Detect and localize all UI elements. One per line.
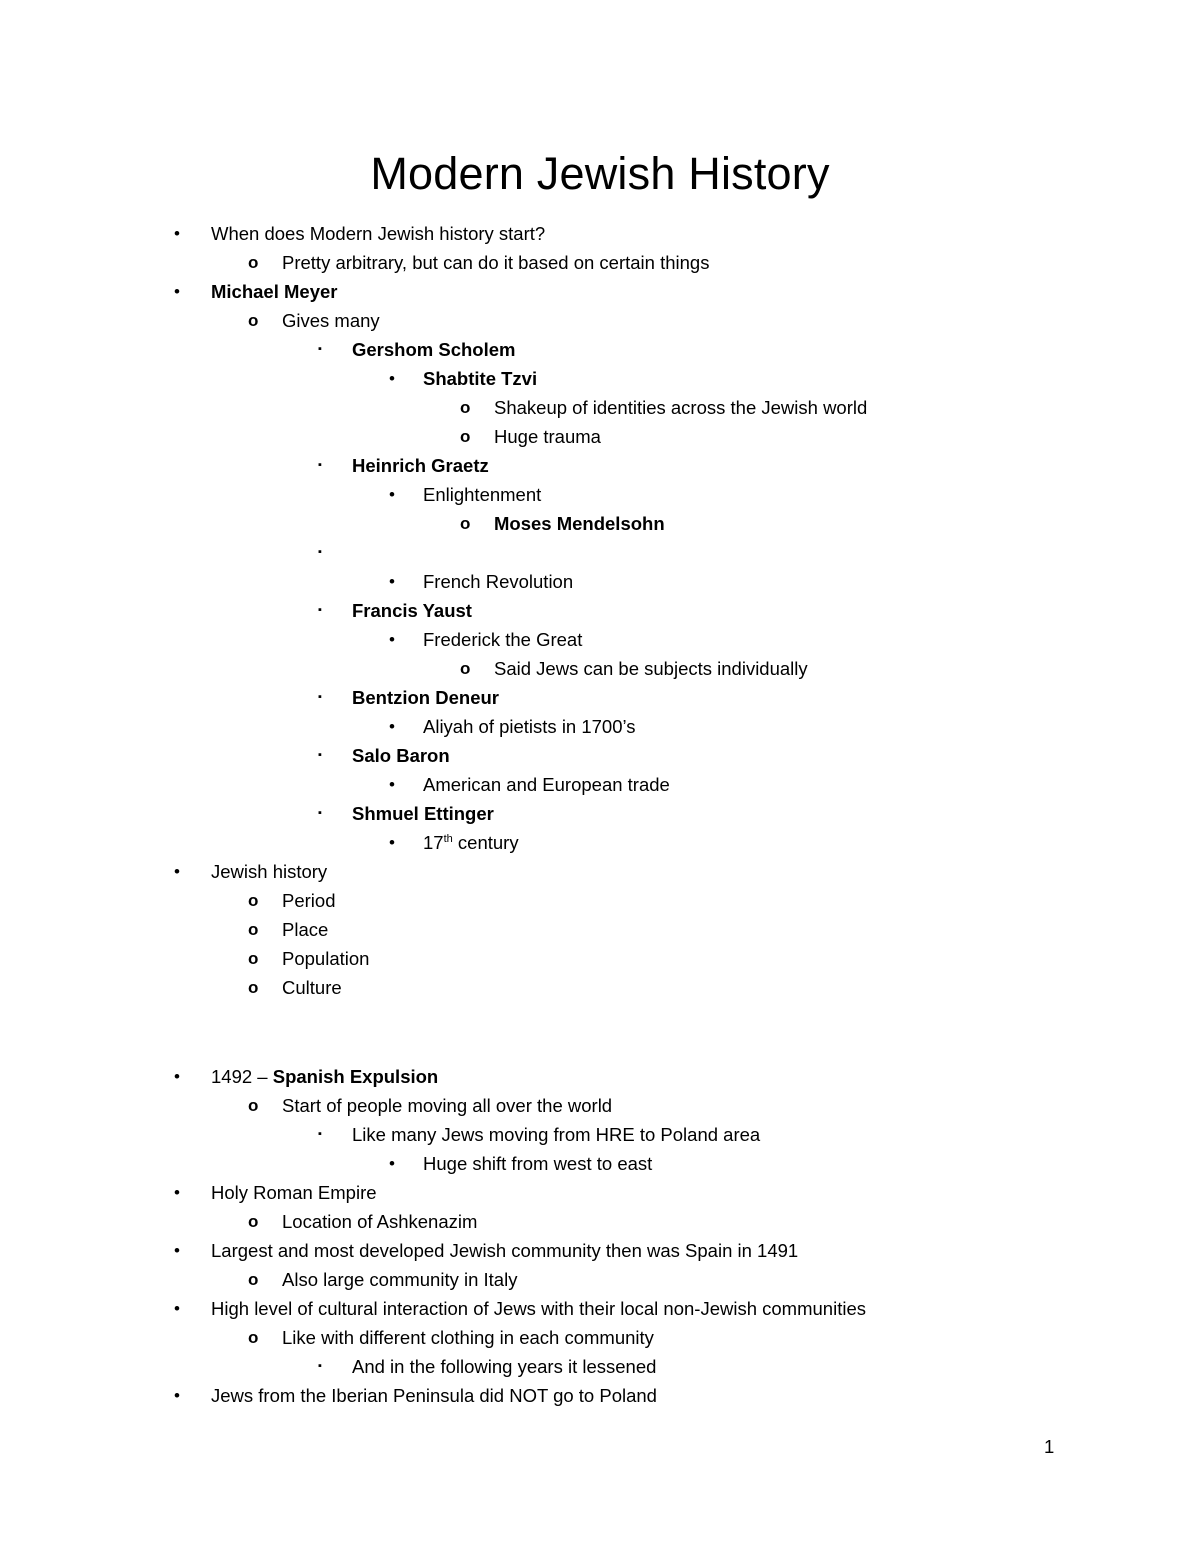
outline-item — [0, 915, 1200, 944]
outline-item-text — [423, 480, 541, 509]
outline-item — [0, 364, 1200, 393]
outline-item — [0, 770, 1200, 799]
outline-item-text — [282, 973, 342, 1002]
outline-item — [0, 277, 1200, 306]
disc-bullet-icon: • — [174, 862, 180, 881]
disc-bullet-icon: • — [389, 572, 395, 591]
outline-item — [0, 1236, 1200, 1265]
outline-item-text — [211, 1178, 377, 1207]
outline-item — [0, 596, 1200, 625]
circle-bullet-icon: o — [248, 949, 259, 968]
outline-item-label: When does Modern Jewish history start? — [211, 223, 546, 244]
outline-item-label: Holy Roman Empire — [211, 1182, 377, 1203]
outline-item-text — [423, 625, 582, 654]
outline-item — [0, 1294, 1200, 1323]
disc-bullet-icon: • — [174, 1299, 180, 1318]
circle-bullet-icon: o — [460, 427, 471, 446]
outline-item-text — [282, 306, 380, 335]
outline-item — [0, 219, 1200, 248]
ordinal-superscript: th — [443, 833, 453, 845]
outline-item-label: Enlightenment — [423, 484, 542, 505]
outline-item — [0, 1149, 1200, 1178]
disc-bullet-icon: • — [389, 775, 395, 794]
circle-bullet-icon: o — [248, 311, 259, 330]
outline-item — [0, 1207, 1200, 1236]
outline-item-label: French Revolution — [423, 571, 574, 592]
outline-item — [0, 1120, 1200, 1149]
disc-bullet-icon: • — [389, 630, 395, 649]
outline-item-label: Shmuel Ettinger — [352, 803, 494, 824]
outline-item-text — [282, 1323, 654, 1352]
disc-bullet-icon: • — [389, 485, 395, 504]
disc-bullet-icon: • — [174, 224, 180, 243]
square-bullet-icon: ▪ — [318, 749, 322, 761]
outline-item-text — [352, 799, 494, 828]
outline-item-label: Period — [282, 890, 336, 911]
disc-bullet-icon: • — [174, 1386, 180, 1405]
outline-item — [0, 625, 1200, 654]
outline-item-text — [352, 1352, 656, 1381]
outline-item — [0, 509, 1200, 538]
square-bullet-icon: ▪ — [318, 343, 322, 355]
circle-bullet-icon: o — [248, 891, 259, 910]
outline-item-label: Moses Mendelsohn — [494, 513, 665, 534]
outline-item-text — [282, 915, 328, 944]
outline-item-text — [211, 1236, 798, 1265]
disc-bullet-icon: • — [389, 369, 395, 388]
outline-item-text — [423, 770, 670, 799]
outline-item — [0, 393, 1200, 422]
circle-bullet-icon: o — [248, 920, 259, 939]
circle-bullet-icon: o — [248, 1270, 259, 1289]
outline-item — [0, 248, 1200, 277]
outline-item-text — [494, 509, 665, 538]
disc-bullet-icon: • — [389, 717, 395, 736]
outline-item-text — [211, 277, 337, 306]
outline-item — [0, 1381, 1200, 1410]
outline-item — [0, 683, 1200, 712]
outline-item-text — [211, 1062, 438, 1091]
outline-item-label: Jewish history — [211, 861, 328, 882]
outline-item — [0, 1265, 1200, 1294]
outline-item — [0, 567, 1200, 596]
circle-bullet-icon: o — [460, 659, 471, 678]
outline-item-text — [211, 1381, 657, 1410]
outline-item-text — [494, 422, 601, 451]
outline-item-text — [423, 712, 636, 741]
outline-item-label: Frederick the Great — [423, 629, 583, 650]
outline-item-text — [423, 1149, 652, 1178]
outline-item-text — [423, 828, 519, 857]
outline-item-text — [352, 683, 499, 712]
outline-item-label: Pretty arbitrary, but can do it based on certain things — [282, 252, 710, 273]
outline-item-label: Location of Ashkenazim — [282, 1211, 478, 1232]
outline-item-text — [282, 248, 709, 277]
outline-item-label: Salo Baron — [352, 745, 450, 766]
square-bullet-icon: ▪ — [318, 1360, 322, 1372]
circle-bullet-icon: o — [248, 1096, 259, 1115]
square-bullet-icon: ▪ — [318, 604, 322, 616]
square-bullet-icon: ▪ — [318, 546, 322, 558]
disc-bullet-icon: • — [174, 1183, 180, 1202]
outline-item-text — [282, 886, 335, 915]
outline-item-text — [211, 857, 327, 886]
square-bullet-icon: ▪ — [318, 1128, 322, 1140]
outline-item — [0, 1178, 1200, 1207]
outline-item-label: Huge shift from west to east — [423, 1153, 653, 1174]
outline-item-label: American and European trade — [423, 774, 670, 795]
outline-item-label: And in the following years it lessened — [352, 1356, 657, 1377]
outline-item-text — [282, 944, 369, 973]
circle-bullet-icon: o — [460, 398, 471, 417]
outline-item-text — [352, 335, 515, 364]
outline-item-label: Culture — [282, 977, 342, 998]
outline-item-label: Bentzion Deneur — [352, 687, 499, 708]
outline-item — [0, 944, 1200, 973]
circle-bullet-icon: o — [248, 253, 259, 272]
disc-bullet-icon: • — [389, 833, 395, 852]
outline-item-label: 17 — [423, 832, 444, 853]
outline-item-label: Population — [282, 948, 370, 969]
outline-item-label: Start of people moving all over the world — [282, 1095, 613, 1116]
disc-bullet-icon: • — [174, 1067, 180, 1086]
outline-item-label: Largest and most developed Jewish community then was Spain in 1491 — [211, 1240, 799, 1261]
outline-item-text — [352, 741, 450, 770]
outline-item-label: Like with different clothing in each community — [282, 1327, 654, 1348]
outline-item-text — [352, 596, 472, 625]
outline-item-text — [494, 393, 867, 422]
disc-bullet-icon: • — [389, 1154, 395, 1173]
square-bullet-icon: ▪ — [318, 691, 322, 703]
outline-item-label: Aliyah of pietists in 1700’s — [423, 716, 636, 737]
disc-bullet-icon: • — [174, 282, 180, 301]
outline-item-text — [211, 219, 545, 248]
outline-item-text — [282, 1091, 612, 1120]
outline-item-text — [352, 451, 489, 480]
outline-item-label: Place — [282, 919, 329, 940]
outline-item-label: Like many Jews moving from HRE to Poland area — [352, 1124, 761, 1145]
square-bullet-icon: ▪ — [318, 459, 322, 471]
outline-item-text — [423, 364, 537, 393]
outline-item — [0, 335, 1200, 364]
outline-item-label: 1492 – — [211, 1066, 273, 1087]
outline-item — [0, 422, 1200, 451]
outline-item-text — [211, 1294, 866, 1323]
outline-item — [0, 799, 1200, 828]
circle-bullet-icon: o — [248, 1212, 259, 1231]
outline-item-label: Also large community in Italy — [282, 1269, 518, 1290]
circle-bullet-icon: o — [248, 1328, 259, 1347]
outline-item — [0, 857, 1200, 886]
circle-bullet-icon: o — [248, 978, 259, 997]
outline-item-label: Michael Meyer — [211, 281, 338, 302]
outline-item-text — [282, 1265, 517, 1294]
outline-item-label: Gives many — [282, 310, 380, 331]
outline-item — [0, 1062, 1200, 1091]
outline-item-text — [352, 1120, 760, 1149]
outline-item-label: Shakeup of identities across the Jewish world — [494, 397, 868, 418]
outline-item-label: Huge trauma — [494, 426, 601, 447]
outline-item — [0, 1352, 1200, 1381]
outline-item — [0, 712, 1200, 741]
outline-item-text — [282, 1207, 477, 1236]
document-title: Modern Jewish History — [370, 148, 830, 199]
outline-item-text — [494, 654, 808, 683]
outline-item — [0, 306, 1200, 335]
outline-item — [0, 654, 1200, 683]
outline-item-label: Shabtite Tzvi — [423, 368, 538, 389]
outline-item-suffix: century — [452, 832, 519, 853]
outline-item-label: Francis Yaust — [352, 600, 472, 621]
outline-item-label: Said Jews can be subjects individually — [494, 658, 808, 679]
outline-item-label: High level of cultural interaction of Jews with their local non-Jewish communities — [211, 1298, 866, 1319]
outline-item-label: Jews from the Iberian Peninsula did NOT go to Poland — [211, 1385, 657, 1406]
outline-item — [0, 480, 1200, 509]
outline-item-text — [423, 567, 573, 596]
circle-bullet-icon: o — [460, 514, 471, 533]
outline-item — [0, 973, 1200, 1002]
outline-item — [0, 828, 1200, 857]
outline-item — [0, 538, 1200, 567]
outline-item-label: Heinrich Graetz — [352, 455, 489, 476]
outline-item — [0, 451, 1200, 480]
outline-item — [0, 741, 1200, 770]
outline-item — [0, 886, 1200, 915]
outline-item — [0, 1091, 1200, 1120]
outline-item-bold-suffix: Spanish Expulsion — [272, 1066, 439, 1087]
disc-bullet-icon: • — [174, 1241, 180, 1260]
square-bullet-icon: ▪ — [318, 807, 322, 819]
outline-item — [0, 1323, 1200, 1352]
page-number: 1 — [1044, 1436, 1055, 1457]
outline-item-label: Gershom Scholem — [352, 339, 516, 360]
